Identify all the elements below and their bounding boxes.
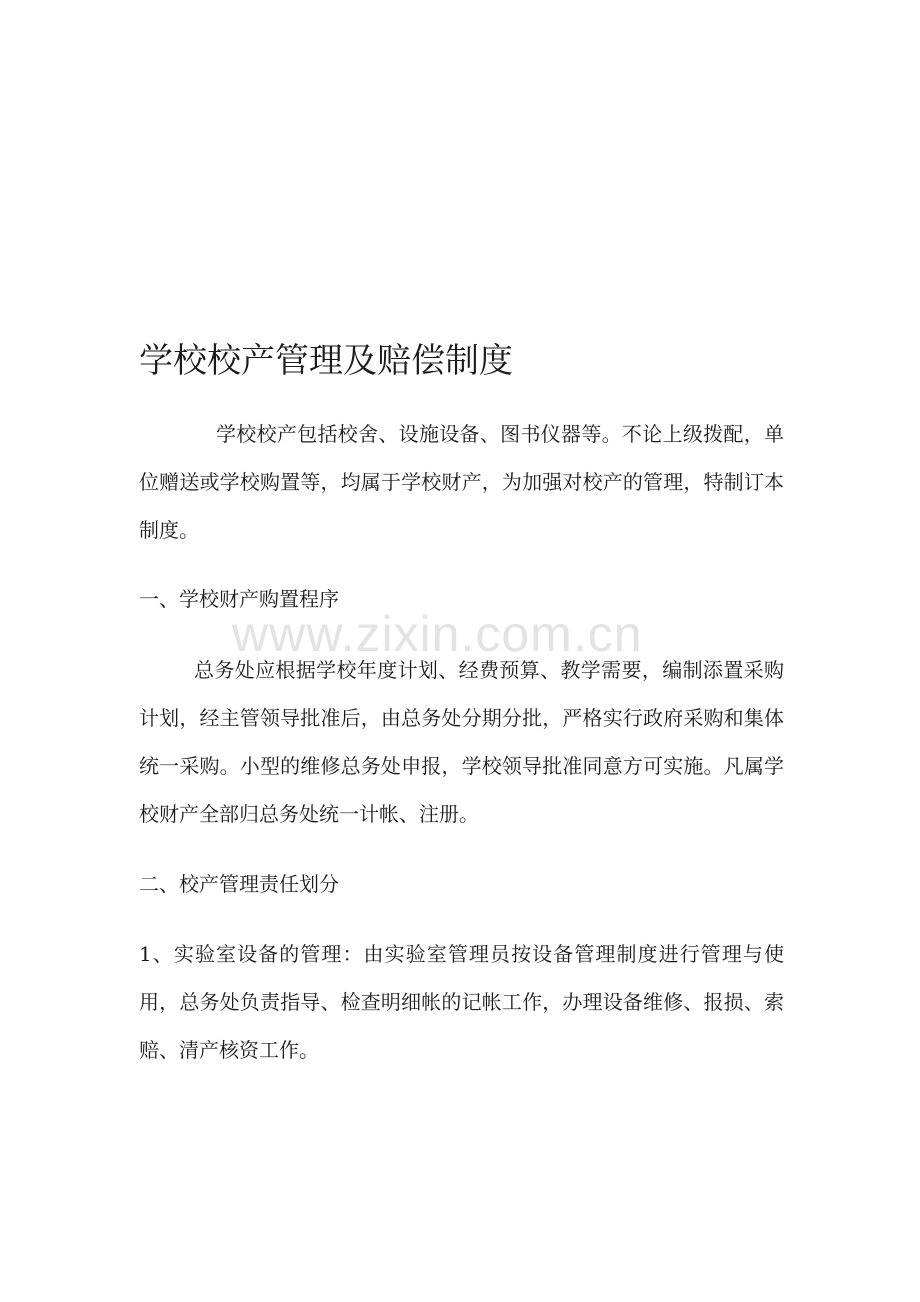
section-paragraph-2: 1、实验室设备的管理：由实验室管理员按设备管理制度进行管理与使用，总务处负责指导、检查明细帐的记帐工作，办理设备维修、报损、索赔、清产核资工作。 <box>139 942 784 1062</box>
document-title: 学校校产管理及赔偿制度 <box>139 341 513 381</box>
watermark: www.zixin.com.cn <box>232 606 643 662</box>
section-heading-2: 二、校产管理责任划分 <box>139 872 339 896</box>
section-heading-1: 一、学校财产购置程序 <box>139 587 339 611</box>
section-paragraph-1: 总务处应根据学校年度计划、经费预算、教学需要，编制添置采购计划，经主管领导批准后，由总务处分期分批，严格实行政府采购和集体统一采购。小型的维修总务处申报，学校领导批准同意方可实施。凡属学校财产全部归总务处统一计帐、注册。 <box>139 658 784 826</box>
intro-paragraph: 学校校产包括校舍、设施设备、图书仪器等。不论上级拨配，单位赠送或学校购置等，均属于学校财产，为加强对校产的管理，特制订本制度。 <box>139 422 784 542</box>
